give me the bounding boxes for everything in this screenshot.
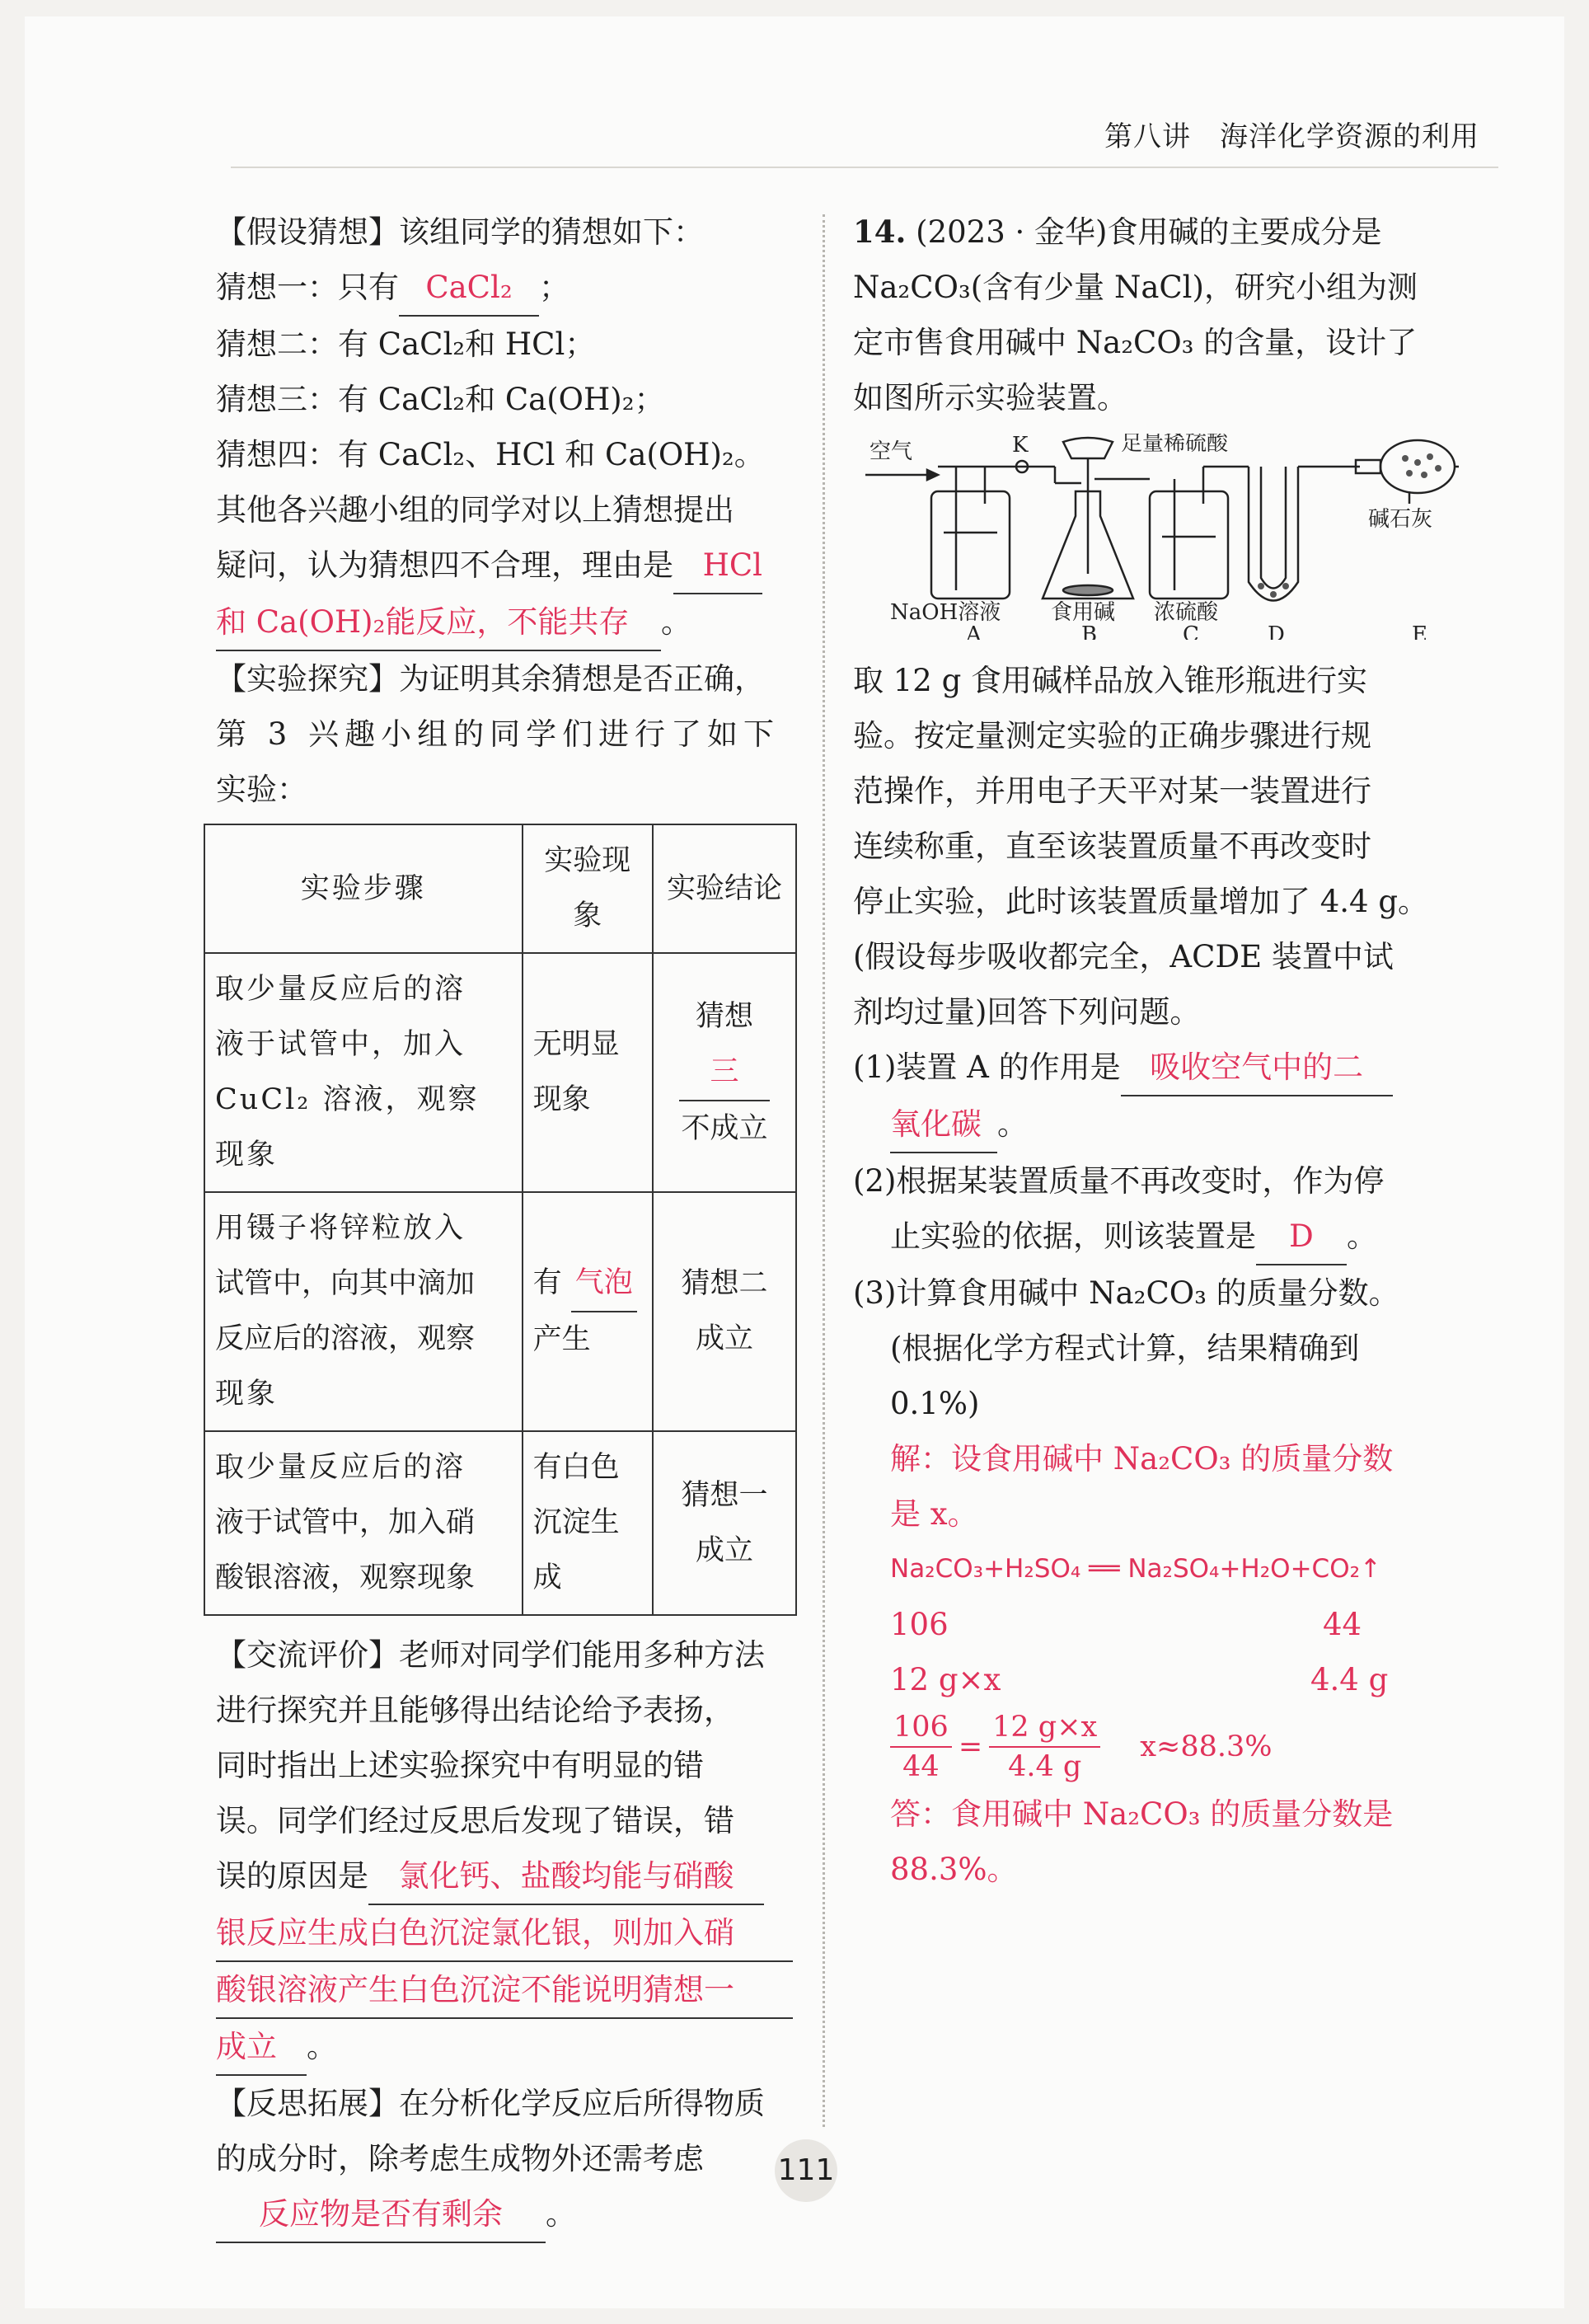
label-conc-acid: 浓硫酸 [1154, 600, 1219, 625]
drying-tube-e [1380, 440, 1455, 493]
hypothesis-title: 【假设猜想】该组同学的猜想如下： [216, 214, 704, 250]
ratio-equals: = [958, 1730, 983, 1763]
table-cell-conclusion [653, 1192, 796, 1431]
explore-line-3: 实验： [216, 772, 307, 807]
table-cell-phenomenon [523, 1431, 653, 1615]
molar-mass-left: 106 [890, 1607, 949, 1642]
sample-solid [1063, 585, 1113, 595]
cell-line: 用镊子将锌粒放入 [215, 1212, 466, 1245]
cell-text: 有 [532, 1266, 562, 1299]
label-acid: 足量稀硫酸 [1121, 434, 1229, 456]
hypothesis-1-suffix: ； [539, 270, 570, 305]
solution-line-2: 是 x。 [890, 1496, 978, 1532]
cell-line: 成立 [695, 1322, 753, 1355]
objection-answer-2: 和 Ca(OH)₂能反应，不能共存 [216, 594, 661, 651]
subq3-line-3: 0.1%) [890, 1386, 980, 1421]
molar-mass-row [853, 1597, 1479, 1652]
hypothesis-1 [216, 260, 785, 317]
explore-line-2: 第 3 兴趣小组的同学们进行了如下 [216, 716, 780, 752]
subq1-answer-2: 氧化碳 [890, 1096, 997, 1153]
proportion-row [853, 1707, 1479, 1786]
subq1-text: (1)装置 A 的作用是 [853, 1049, 1121, 1085]
cell-line: 反应后的溶液，观察 [215, 1322, 476, 1355]
label-d: D [1268, 622, 1285, 640]
label-b: B [1081, 622, 1098, 640]
cell-line: 取少量反应后的溶 [215, 1451, 466, 1484]
mass-row [853, 1652, 1479, 1707]
eval-line-1: 【交流评价】老师对同学们能用多种方法 [216, 1637, 765, 1673]
table-header: 实验结论 [653, 824, 796, 953]
hypothesis-4: 猜想四：有 CaCl₂、HCl 和 Ca(OH)₂。 [216, 437, 765, 472]
subq2-line-2 [853, 1209, 1479, 1265]
eval-line-7 [216, 1962, 785, 2019]
subq3-line-2: (根据化学方程式计算，结果精确到 [890, 1331, 1360, 1366]
ratio-left [890, 1708, 952, 1786]
eval-line-4: 误。同学们经过反思后发现了错误，错 [216, 1803, 734, 1838]
cell-line: 现象 [215, 1139, 279, 1171]
ratio-den-1: 44 [902, 1750, 940, 1783]
column-divider [823, 214, 825, 2127]
cell-line: 沉淀生 [532, 1506, 620, 1539]
paragraph-line-1: 取 12 g 食用碱样品放入锥形瓶进行实 [853, 663, 1368, 698]
table-header: 实验步骤 [204, 824, 523, 953]
subq1-line-2 [853, 1096, 1479, 1153]
phenomenon-answer: 气泡 [571, 1256, 637, 1312]
paragraph-line-4: 连续称重，直至该装置质量不再改变时 [853, 829, 1371, 864]
label-edible-soda: 食用碱 [1051, 600, 1116, 625]
eval-line-5 [216, 1848, 785, 1905]
molar-mass-right: 44 [1323, 1607, 1362, 1642]
objection-line-1: 其他各兴趣小组的同学对以上猜想提出 [216, 492, 734, 528]
equation: Na₂CO₃+H₂SO₄ ══ Na₂SO₄+H₂O+CO₂↑ [890, 1554, 1381, 1584]
question-line-3: 定市售食用碱中 Na₂CO₃ 的含量，设计了 [853, 325, 1418, 360]
table-row [204, 953, 796, 1192]
label-naoh: NaOH溶液 [890, 600, 1001, 625]
cell-line: 成立 [695, 1533, 753, 1567]
page-number: 111 [775, 2139, 837, 2202]
subq2-line-1: (2)根据某装置质量不再改变时，作为停 [853, 1163, 1385, 1199]
objection-line-2 [216, 538, 785, 594]
hypothesis-1-answer: CaCl₂ [399, 260, 539, 317]
cell-line: 液于试管中，加入硝 [215, 1506, 476, 1539]
cell-line: 猜想二 [681, 1267, 768, 1300]
eval-answer-1: 氯化钙、盐酸均能与硝酸 [368, 1848, 764, 1905]
paragraph-line-3: 范操作，并用电子天平对某一装置进行 [853, 773, 1371, 809]
subq2-suffix: 。 [1347, 1218, 1377, 1254]
reflect-line-2: 的成分时，除考虑生成物外还需考虑 [216, 2141, 704, 2176]
paragraph-line-5: 停止实验，此时该装置质量增加了 4.4 g。 [853, 884, 1429, 919]
cell-line: 试管中，向其中滴加 [215, 1267, 476, 1300]
eval-line-8 [216, 2019, 785, 2076]
subq1-line-1 [853, 1040, 1479, 1096]
eval-answer-3: 酸银溶液产生白色沉淀不能说明猜想一 [216, 1962, 793, 2019]
table-cell-phenomenon [523, 953, 653, 1192]
label-air: 空气 [869, 439, 913, 464]
bottle-c [1150, 491, 1228, 599]
cell-line: 现象 [532, 1083, 591, 1116]
reflect-answer: 反应物是否有剩余 [216, 2186, 546, 2243]
cell-line: 猜想 [695, 999, 753, 1033]
cell-line: 不成立 [681, 1111, 768, 1145]
mass-right: 4.4 g [1310, 1662, 1389, 1697]
paragraph-line-7: 剂均过量)回答下列问题。 [853, 994, 1201, 1030]
conclusion-answer: 三 [679, 1045, 770, 1101]
cell-line: 液于试管中，加入 [215, 1028, 466, 1061]
eval-answer-2: 银反应生成白色沉淀氯化银，则加入硝 [216, 1905, 793, 1962]
result: x≈88.3% [1140, 1730, 1273, 1763]
ratio-num-1: 106 [890, 1708, 952, 1748]
cell-line: CuCl₂ 溶液，观察 [215, 1083, 480, 1116]
cell-line: 产生 [532, 1323, 591, 1356]
explore-line-1: 【实验探究】为证明其余猜想是否正确， [216, 661, 765, 697]
objection-answer-1: HCl [673, 538, 762, 594]
subq1-answer-1: 吸收空气中的二 [1121, 1040, 1393, 1096]
table-row [204, 1192, 796, 1431]
reflect-suffix: 。 [546, 2196, 576, 2232]
cell-line: 现象 [215, 1378, 279, 1411]
label-a: A [966, 622, 982, 640]
objection-line-3 [216, 594, 785, 651]
page [25, 16, 1564, 2308]
funnel [1063, 438, 1113, 458]
table-header-row [204, 824, 796, 953]
cell-line: 酸银溶液，观察现象 [215, 1561, 476, 1594]
label-soda-lime: 碱石灰 [1368, 507, 1433, 532]
hypothesis-3: 猜想三：有 CaCl₂和 Ca(OH)₂； [216, 382, 665, 417]
page-header: 第八讲 海洋化学资源的利用 [1104, 120, 1479, 153]
paragraph-line-2: 验。按定量测定实验的正确步骤进行规 [853, 718, 1371, 754]
ratio-num-2: 12 g×x [989, 1708, 1100, 1748]
subq1-suffix: 。 [997, 1106, 1028, 1142]
eval-line-6 [216, 1905, 785, 1962]
eval-answer-4: 成立 [216, 2019, 307, 2076]
table-cell-conclusion [653, 1431, 796, 1615]
bottle-a [931, 491, 1010, 599]
cell-line: 成 [532, 1561, 562, 1594]
table-cell-step [204, 1192, 523, 1431]
left-column [216, 204, 785, 2243]
cell-line: 猜想一 [681, 1478, 768, 1512]
table-row [204, 1431, 796, 1615]
table-cell-step [204, 953, 523, 1192]
label-c: C [1183, 622, 1199, 640]
question-number: 14. [853, 214, 907, 250]
objection-text: 疑问，认为猜想四不合理，理由是 [216, 547, 673, 583]
reflect-line-3 [216, 2186, 785, 2243]
eval-text: 误的原因是 [216, 1858, 368, 1894]
mass-left: 12 g×x [890, 1662, 1001, 1697]
ratio-right [989, 1708, 1100, 1786]
solution-line-1: 解：设食用碱中 Na₂CO₃ 的质量分数 [890, 1441, 1394, 1477]
answer-line-2: 88.3%。 [890, 1852, 1018, 1887]
table-cell-conclusion [653, 953, 796, 1192]
answer-line-1: 答：食用碱中 Na₂CO₃ 的质量分数是 [890, 1796, 1394, 1832]
label-k: K [1012, 434, 1029, 458]
cell-line: 取少量反应后的溶 [215, 973, 466, 1006]
eval-line-2: 进行探究并且能够得出结论给予表扬， [216, 1693, 734, 1728]
cell-line: 无明显 [532, 1028, 620, 1061]
eval-suffix: 。 [307, 2029, 337, 2064]
question-line-4: 如图所示实验装置。 [853, 380, 1127, 416]
table-header: 实验现象 [523, 824, 653, 953]
reflect-line-1: 【反思拓展】在分析化学反应后所得物质 [216, 2086, 765, 2121]
table-cell-step [204, 1431, 523, 1615]
question-line-2: Na₂CO₃(含有少量 NaCl)，研究小组为测 [853, 270, 1418, 305]
cell-line: 有白色 [532, 1451, 620, 1484]
subq2-answer: D [1256, 1209, 1347, 1265]
objection-suffix: 。 [661, 604, 691, 640]
apparatus-diagram [865, 434, 1459, 640]
header-rule [231, 167, 1498, 168]
subq2-text: 止实验的依据，则该装置是 [890, 1218, 1256, 1254]
question-text: (2023 · 金华)食用碱的主要成分是 [916, 214, 1382, 250]
right-column [853, 204, 1479, 1897]
paragraph-line-6: (假设每步吸收都完全，ACDE 装置中试 [853, 939, 1394, 974]
subq3-line-1: (3)计算食用碱中 Na₂CO₃ 的质量分数。 [853, 1275, 1399, 1311]
table-cell-phenomenon [523, 1192, 653, 1431]
hypothesis-1-text: 猜想一：只有 [216, 270, 399, 305]
u-tube-d [1249, 467, 1298, 601]
label-e: E [1412, 622, 1427, 640]
experiment-table [204, 824, 797, 1616]
eval-line-3: 同时指出上述实验探究中有明显的错 [216, 1748, 704, 1783]
question-line-1 [853, 204, 1479, 260]
ratio-den-2: 4.4 g [1008, 1750, 1082, 1783]
hypothesis-2: 猜想二：有 CaCl₂和 HCl； [216, 326, 596, 362]
